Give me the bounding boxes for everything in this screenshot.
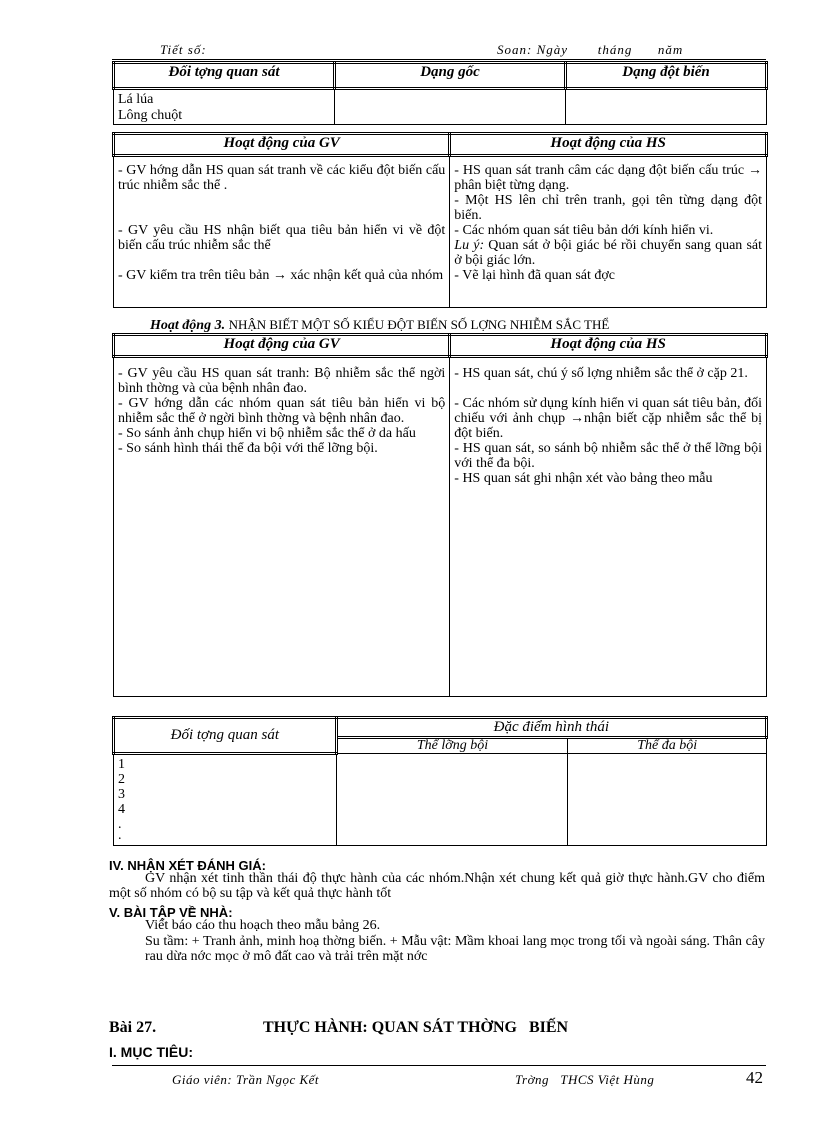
hs-step: - HS quan sát, so sánh bộ nhiễm sắc thể ở thể lỡng bội với thể đa bội.: [454, 441, 762, 471]
hs-header: Hoạt động của HS: [450, 134, 767, 156]
footer-school: Trờng THCS Việt Hùng: [515, 1072, 655, 1087]
col-object: Đối tợng quan sát: [114, 63, 335, 89]
hs-note: Quan sát ở bội giác bé rồi chuyển sang quan sát ở bội giác lớn.: [454, 238, 762, 268]
empty-cell: [336, 754, 568, 846]
lesson-number-label: Tiết số:: [160, 42, 207, 57]
objective-heading: I. MỤC TIÊU:: [109, 1044, 193, 1060]
hs-step: - HS quan sát ghi nhận xét vào bảng theo mẫu: [454, 471, 713, 486]
date-label: Soan: Ngày tháng năm: [497, 42, 684, 57]
activity-table-3: [112, 333, 768, 697]
gv-step: - GV yêu cầu HS quan sát tranh: Bộ nhiễm sắc thể ngời bình thờng và của bệnh nhân đao.: [118, 366, 446, 396]
hs-step: - Vẽ lại hình đã quan sát đợc: [454, 268, 616, 283]
col-group: Đặc điểm hình thái: [336, 718, 766, 738]
activity3-title: NHẬN BIẾT MỘT SỐ KIỂU ĐỘT BIẾN SỐ LỢNG NHIỄM SẮC THỂ: [228, 317, 610, 332]
empty-cell: [566, 89, 767, 125]
gv-step: - GV kiểm tra trên tiêu bản → xác nhận kết quả của nhóm: [118, 268, 444, 283]
section-iv-text: GV nhận xét tinh thần thái độ thực hành của các nhóm.Nhận xét chung kết quả giờ thực hành.GV cho điểm một số nhóm có bộ su tập và kết quả thực hành tốt: [109, 871, 765, 901]
morphology-table: [112, 716, 768, 846]
gv-step: - So sánh ảnh chụp hiển vi bộ nhiễm sắc thể ở da hấu: [118, 426, 416, 441]
row-6: .: [118, 828, 122, 843]
row-3: 3: [118, 787, 125, 802]
observation-table: [112, 61, 768, 125]
section-v-title: V. BÀI TẬP VỀ NHÀ:: [109, 905, 233, 920]
footer-teacher: Giáo viên: Trần Ngọc Kết: [172, 1072, 320, 1087]
hs-step: - HS quan sát, chú ý số lợng nhiễm sắc thể ở cặp 21.: [454, 366, 748, 381]
row-1: 1: [118, 757, 125, 772]
row-4: 4: [118, 802, 125, 817]
header-rule: [112, 59, 766, 60]
hs-step: - HS quan sát tranh câm các dạng đột biến cấu trúc → phân biệt từng dạng.: [454, 163, 762, 193]
page-number: 42: [746, 1068, 763, 1087]
lesson-title: THỰC HÀNH: QUAN SÁT THỜNG BIẾN: [263, 1019, 569, 1036]
gv-header: Hoạt động của GV: [114, 335, 450, 357]
row-rice-leaf: Lá lúa: [118, 92, 154, 107]
gv-header: Hoạt động của GV: [114, 134, 450, 156]
gv-step: - So sánh hình thái thể đa bội với thể lỡng bội.: [118, 441, 378, 456]
col-object: Đối tợng quan sát: [114, 718, 337, 754]
col-original: Dạng gốc: [335, 63, 566, 89]
empty-cell: [335, 89, 566, 125]
activity3-label: Hoạt động 3.: [150, 318, 226, 333]
activity3-heading: [150, 317, 609, 334]
col-diploid: Thể lỡng bội: [336, 738, 568, 754]
empty-cell: [568, 754, 767, 846]
section-iv-title: IV. NHẬN XÉT ĐÁNH GIÁ:: [109, 858, 266, 873]
hs-step: - Các nhóm quan sát tiêu bản dới kính hiển vi.: [454, 223, 714, 238]
section-v-line2: Su tầm: + Tranh ảnh, minh hoạ thờng biến. + Mẫu vật: Mầm khoai lang mọc trong tối và ngoài sáng. Thân cây rau dừa nớc mọc ở mô đất cao và trải trên mặt nớc: [145, 934, 765, 964]
hs-step: - Các nhóm sử dụng kính hiển vi quan sát tiêu bản, đối chiếu với ảnh chụp →nhận biết cặp nhiễm sắc thể bị đột biến.: [454, 396, 762, 441]
section-v-line1: Viết báo cáo thu hoạch theo mẫu bảng 26.: [145, 918, 381, 933]
gv-step: - GV hớng dẫn HS quan sát tranh về các kiểu đột biến cấu trúc nhiễm sắc thể .: [118, 163, 446, 193]
lesson-number: Bài 27.: [109, 1019, 157, 1036]
row-5: .: [118, 817, 122, 832]
footer-rule: [112, 1065, 766, 1066]
hs-header: Hoạt động của HS: [450, 335, 767, 357]
hs-step: - Một HS lên chỉ trên tranh, gọi tên từng dạng đột biến.: [454, 193, 762, 223]
gv-step: - GV yêu cầu HS nhận biết qua tiêu bản hiển vi về đột biến cấu trúc nhiễm sắc thể: [118, 223, 446, 253]
row-2: 2: [118, 772, 125, 787]
col-mutant: Dạng đột biến: [566, 63, 767, 89]
row-mouse-hair: Lông chuột: [118, 108, 183, 123]
activity-table-2: [112, 132, 768, 308]
col-polyploid: Thể đa bội: [568, 738, 767, 754]
gv-step: - GV hớng dẫn các nhóm quan sát tiêu bản hiển vi bộ nhiễm sắc thể ở ngời bình thờng và bệnh nhân đao.: [118, 396, 446, 426]
note-label: Lu ý:: [454, 238, 485, 253]
